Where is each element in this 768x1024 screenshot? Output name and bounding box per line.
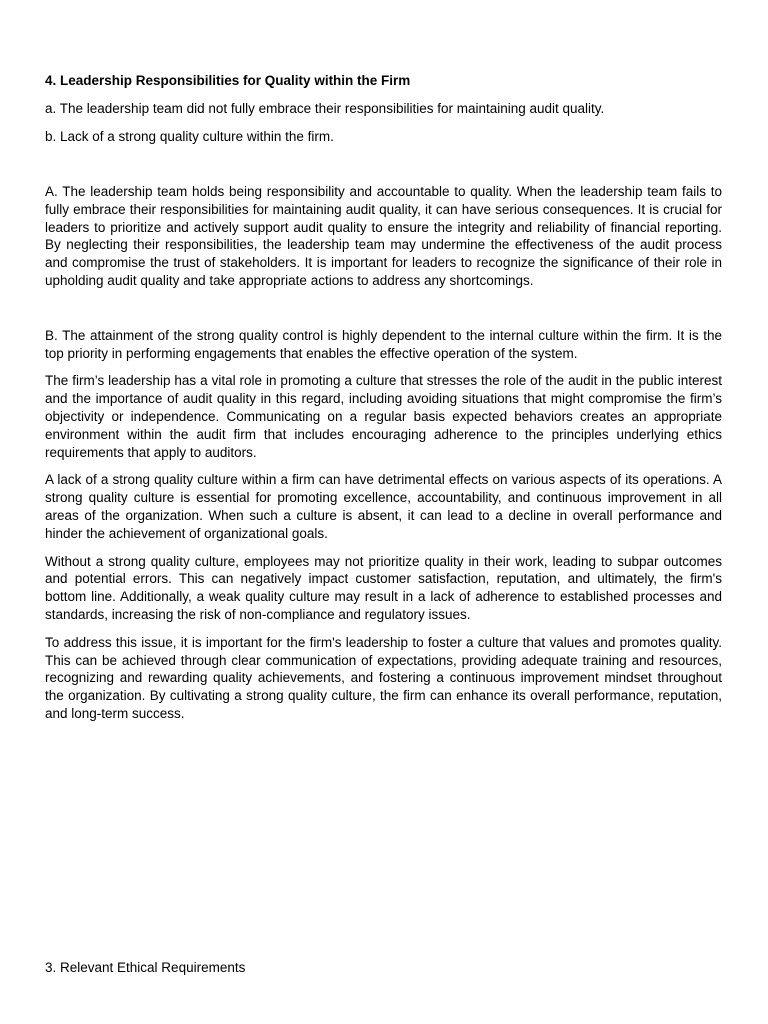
finding-item-b: b. Lack of a strong quality culture within the firm. [45,129,334,144]
section-heading: 4. Leadership Responsibilities for Quality within the Firm [45,73,411,88]
document-page [45,72,722,733]
response-a-paragraph: A. The leadership team holds being responsibility and accountable to quality. When the leadership team fails to fully embrace their responsibilities for maintaining audit quality, it can have serious consequences. It is crucial for leaders to prioritize and actively support audit quality to ensure the integrity and reliability of financial reporting. By neglecting their responsibilities, the leadership team may undermine the effectiveness of the audit process and compromise the trust of stakeholders. It is important for leaders to recognize the significance of their role in upholding audit quality and take appropriate actions to address any shortcomings. [45,184,722,288]
next-section-heading: 3. Relevant Ethical Requirements [45,960,246,975]
remediation-paragraph: To address this issue, it is important for the firm's leadership to foster a culture that values and promotes quality. This can be achieved through clear communication of expectations, providing adequate training and resources, recognizing and rewarding quality achievements, and fostering a continuous improvement mindset throughout the organization. By cultivating a strong quality culture, the firm can enhance its overall performance, reputation, and long-term success. [45,634,722,721]
response-b-intro-paragraph: B. The attainment of the strong quality control is highly dependent to the internal culture within the firm. It is the top priority in performing engagements that enables the effective operation of the system. [45,327,722,361]
finding-item-a: a. The leadership team did not fully embrace their responsibilities for maintaining audit quality. [45,101,605,116]
quality-culture-risks-paragraph: Without a strong quality culture, employees may not prioritize quality in their work, leading to subpar outcomes and potential errors. This can negatively impact customer satisfaction, reputation, and ultimately, the firm's bottom line. Additionally, a weak quality culture may result in a lack of adherence to established processes and standards, increasing the risk of non-compliance and regulatory issues. [45,553,722,622]
quality-culture-effects-paragraph: A lack of a strong quality culture within a firm can have detrimental effects on various aspects of its operations. A strong quality culture is essential for promoting excellence, accountability, and continuous improvement in all areas of the organization. When such a culture is absent, it can lead to a decline in overall performance and hinder the achievement of organizational goals. [45,472,722,541]
leadership-role-paragraph: The firm’s leadership has a vital role in promoting a culture that stresses the role of the audit in the public interest and the importance of audit quality in this regard, including avoiding situations that might compromise the firm’s objectivity or independence. Communicating on a regular basis expected behaviors creates an appropriate environment within the audit firm that includes encouraging adherence to the principles underlying ethics requirements that apply to auditors. [45,373,722,460]
